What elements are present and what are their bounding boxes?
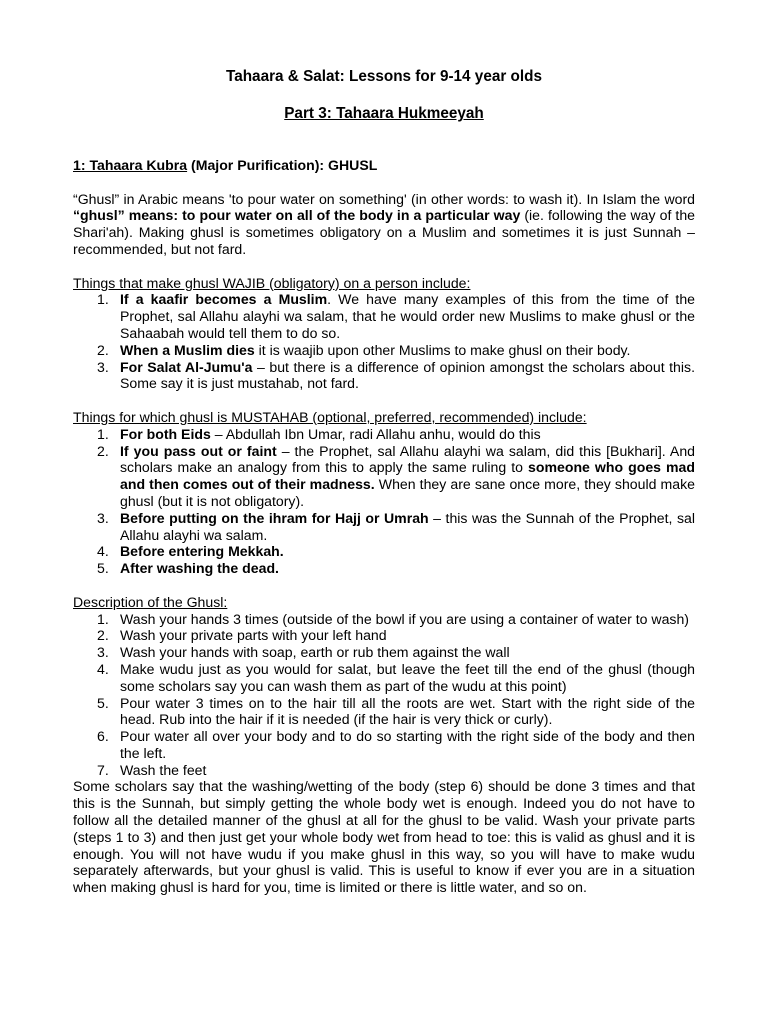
list-item-bold: For both Eids [120,425,211,442]
wajib-list [73,291,695,392]
list-item-bold: If you pass out or faint [120,442,277,459]
list-item [73,661,695,695]
document-subtitle: Part 3: Tahaara Hukmeeyah [284,105,484,122]
closing-paragraph: Some scholars say that the washing/wetting of the body (step 6) should be done 3 times and that this is the Sunnah, but simply getting the whole body wet is enough. Indeed you do not have to follow all the detailed manner of the ghusl at all for the ghusl to be valid. Wash your private parts (steps 1 to 3) and then just get your whole body wet from head to toe: this is valid as ghusl and it is enough. You will not have wudu if you make ghusl in this way, so you will have to make wudu separately afterwards, but your ghusl is valid. This is useful to know if ever you are in a situation when making ghusl is hard for you, time is limited or there is little water, and so on. [73,778,695,896]
intro-text-1: “Ghusl” in Arabic means 'to pour water on something' (in other words: to wash it). In Islam the word [73,190,695,207]
list-item [73,611,695,628]
list-number: 5. [97,560,109,577]
list-item [73,560,695,577]
mustahab-heading: Things for which ghusl is MUSTAHAB (optional, preferred, recommended) include: [73,408,587,425]
list-number: 2. [97,341,109,358]
document-page [73,68,695,896]
list-item-text: – Abdullah Ibn Umar, radi Allahu anhu, would do this [210,425,541,442]
section-heading [73,157,695,174]
list-item-bold: Before entering Mekkah. [120,543,284,560]
list-item-text: – this was the Sunnah of the Prophet, sal Allahu alayhi wa salam. [120,509,695,543]
list-item [73,359,695,393]
list-number: 4. [97,543,109,560]
list-item-text: – the Prophet, sal Allahu alayhi wa salam, did this [Bukhari]. And scholars make an analogy from this to apply the same ruling to [120,442,695,476]
document-title: Tahaara & Salat: Lessons for 9-14 year olds [226,68,542,85]
list-item-text: Pour water 3 times on to the hair till all the roots are wet. Start with the right side of the head. Rub into the hair if it is needed (if the hair is very thick or curly). [120,694,695,728]
list-item-text-2: When they are sane once more, they should make ghusl (but it is not obligatory). [120,476,695,509]
list-item-bold: Before putting on the ihram for Hajj or Umrah [120,509,429,526]
list-item-text: Wash your private parts with your left hand [120,627,387,644]
list-item-text: Make wudu just as you would for salat, but leave the feet till the end of the ghusl (though some scholars say you can wash them as part of the wudu at this point) [120,660,695,694]
list-number: 5. [97,694,109,711]
list-number: 2. [97,627,109,644]
list-item-text: it is waajib upon other Muslims to make ghusl on their body. [254,341,631,358]
list-item-text: . We have many examples of this from the time of the Prophet, sal Allahu alayhi wa salam, that he would order new Muslims to make ghusl or the Sahaabah would tell them to do so. [120,291,695,341]
list-item [73,510,695,544]
list-item [73,728,695,762]
list-item-text: Wash the feet [120,761,207,778]
description-list [73,611,695,779]
list-item [73,291,695,341]
list-number: 3. [97,358,109,375]
list-item [73,762,695,779]
list-number: 3. [97,509,109,526]
mustahab-list [73,426,695,577]
list-number: 7. [97,761,109,778]
section-heading-underlined: 1: Tahaara Kubra [73,157,188,173]
list-item-text: Pour water all over your body and to do so starting with the right side of the body and then the left. [120,728,695,761]
list-item [73,443,695,510]
wajib-heading: Things that make ghusl WAJIB (obligatory) on a person include: [73,274,471,291]
list-item-bold: For Salat Al-Jumu'a [120,358,253,375]
list-number: 1. [97,610,109,627]
list-item [73,627,695,644]
list-item [73,543,695,560]
list-item-bold-2: someone who goes mad and then comes out of their madness. [120,459,695,493]
list-number: 3. [97,644,109,661]
list-item-text: Wash your hands with soap, earth or rub them against the wall [120,644,510,661]
list-item [73,644,695,661]
list-item-text: Wash your hands 3 times (outside of the bowl if you are using a container of water to wash) [120,610,690,627]
list-item [73,695,695,729]
list-item-text: – but there is a difference of opinion amongst the scholars about this. Some say it is just mustahab, not fard. [120,358,695,392]
intro-paragraph [73,191,695,258]
description-heading: Description of the Ghusl: [73,593,228,610]
intro-text-2: (ie. following the way of the Shari'ah). Making ghusl is sometimes obligatory on a Muslim and sometimes it is just Sunnah – recommended, but not fard. [73,207,695,257]
list-item-bold: If a kaafir becomes a Muslim [120,291,328,308]
list-number: 4. [97,660,109,677]
list-number: 2. [97,442,109,459]
section-heading-rest: (Major Purification): GHUSL [187,157,378,173]
list-item-bold: When a Muslim dies [120,341,255,358]
list-number: 6. [97,728,109,745]
intro-bold-definition: “ghusl” means: to pour water on all of the body in a particular way [73,207,521,224]
list-number: 1. [97,291,109,308]
list-item [73,426,695,443]
list-item [73,342,695,359]
list-item-bold: After washing the dead. [120,560,279,577]
list-number: 1. [97,425,109,442]
